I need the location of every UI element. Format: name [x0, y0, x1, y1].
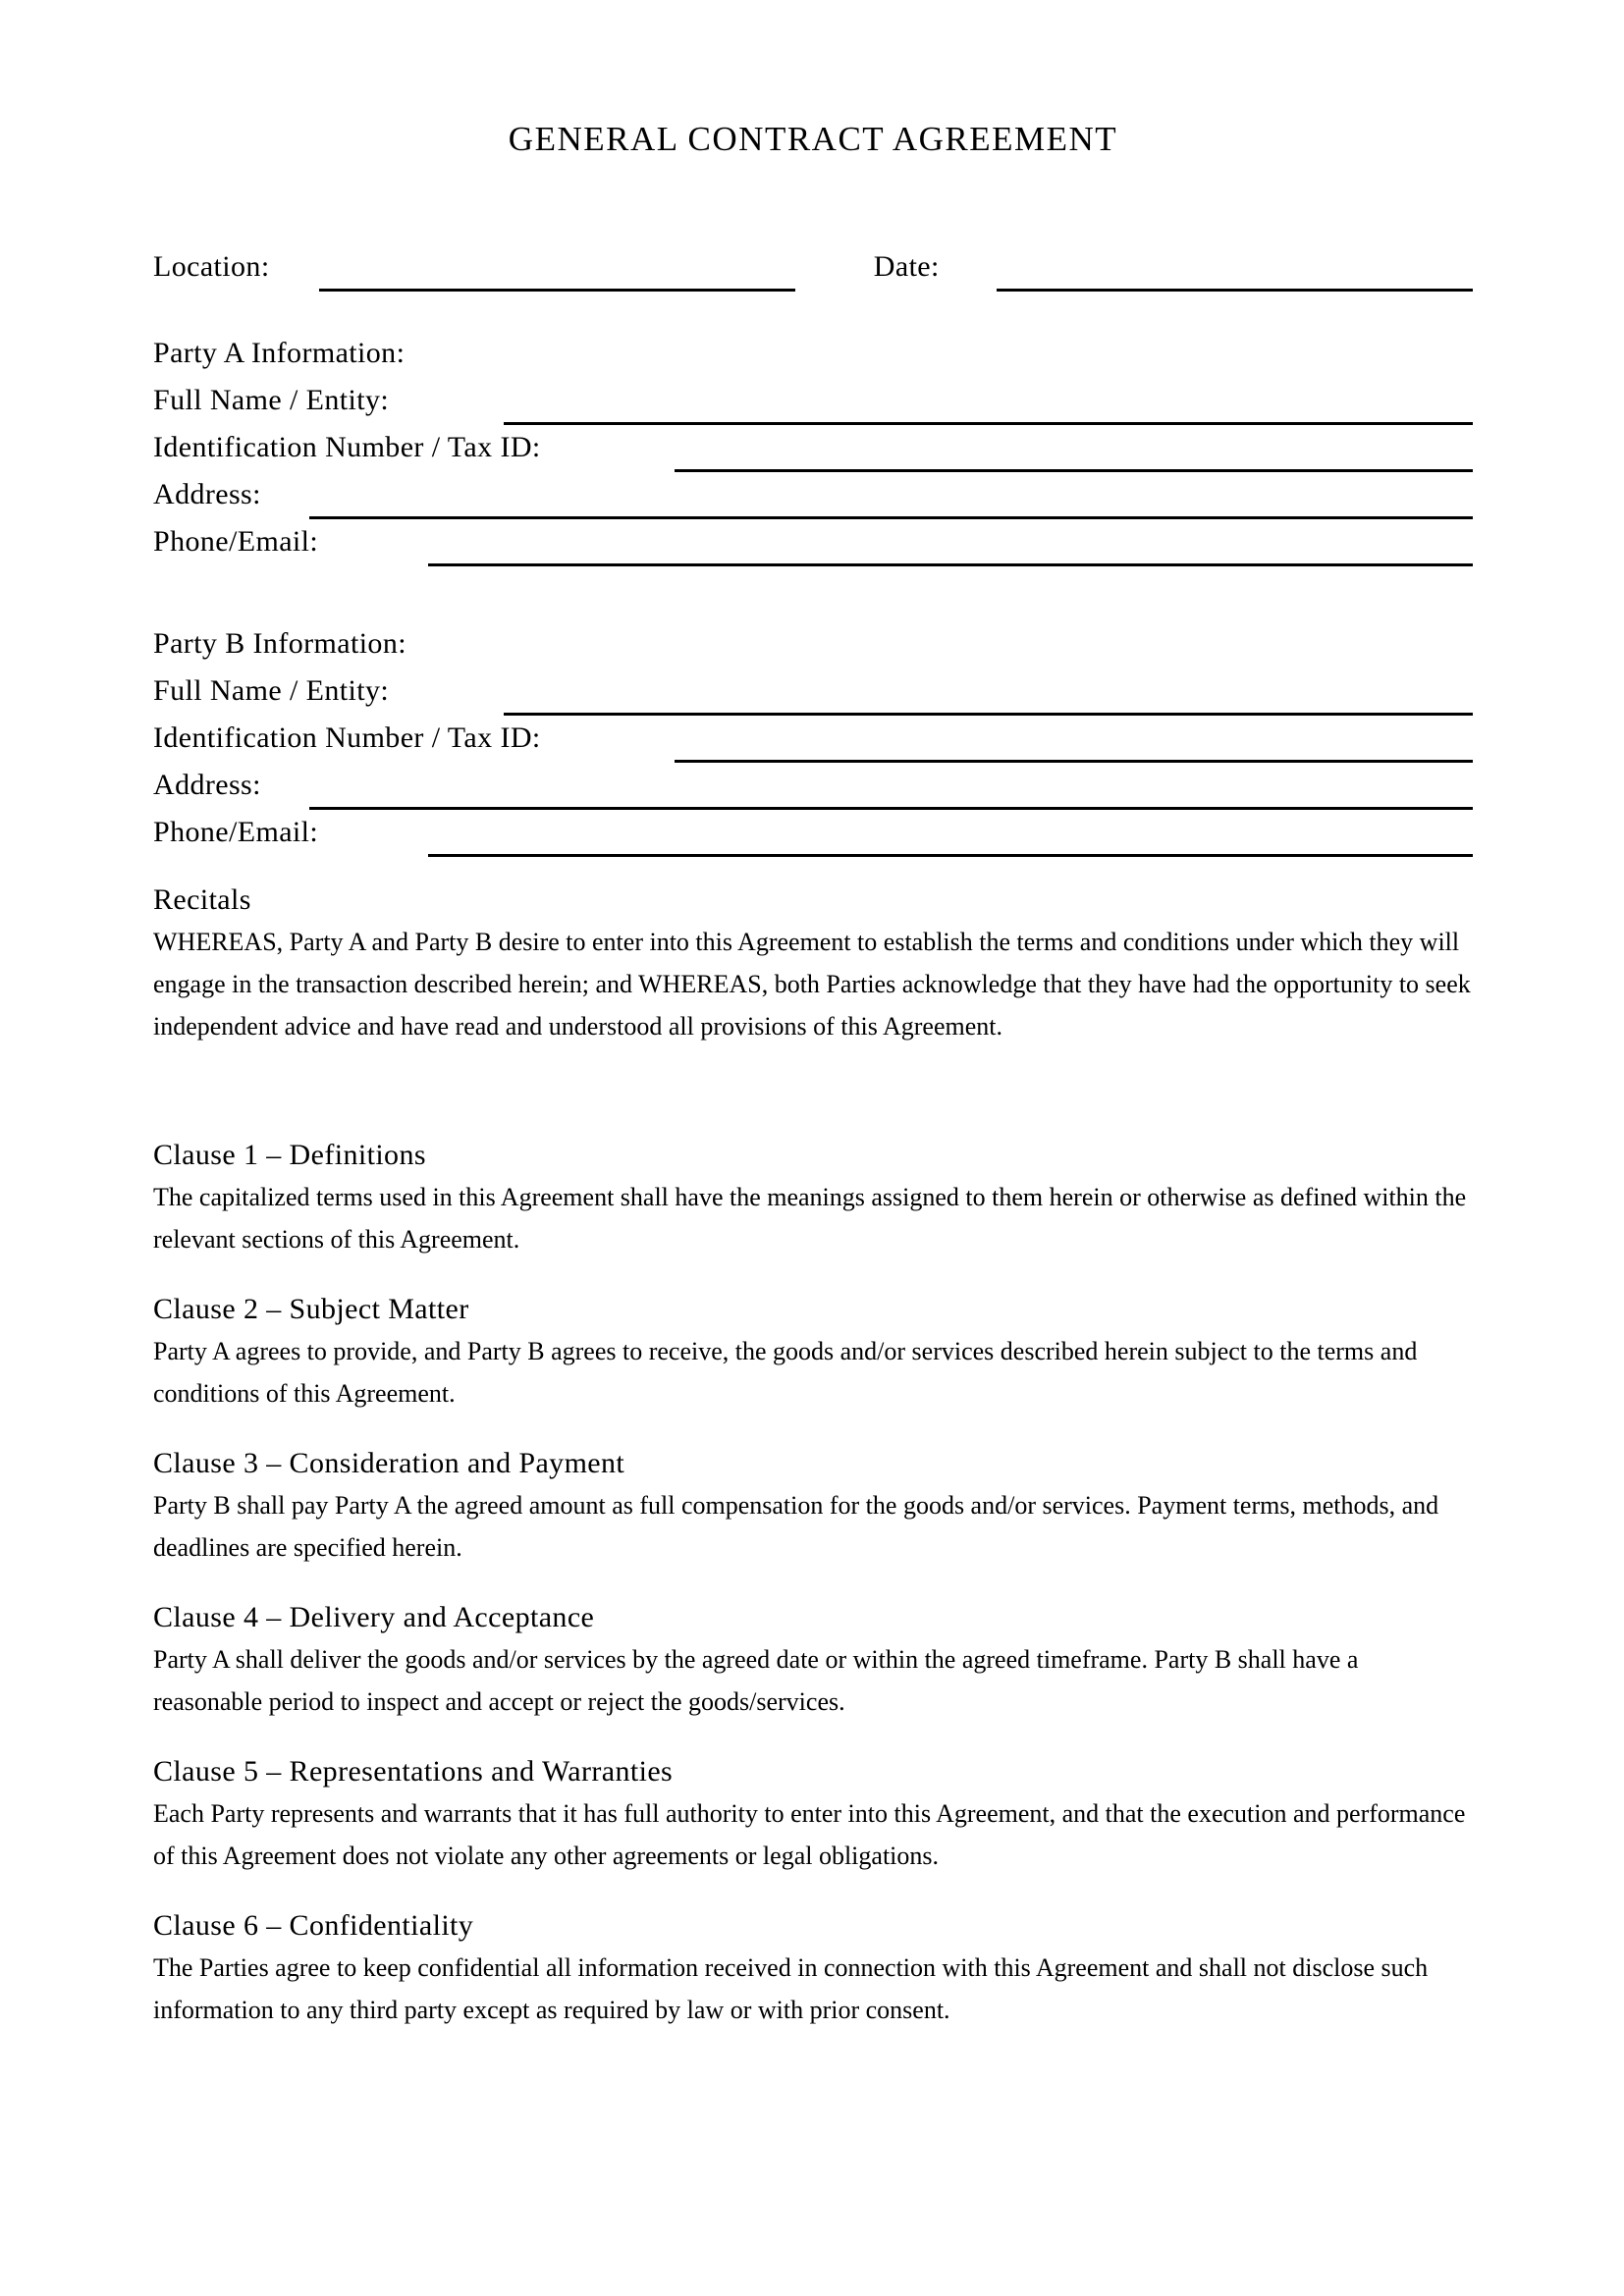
party-b-phone-email-label: Phone/Email:	[153, 816, 319, 848]
party-a-phone-email-fill-line[interactable]	[428, 563, 1473, 566]
party-a-full-name-fill-line[interactable]	[504, 422, 1473, 425]
recitals-section	[153, 879, 1473, 1047]
party-a-heading-row	[153, 331, 1473, 378]
party-a-tax-id-fill-line[interactable]	[675, 469, 1473, 472]
party-a-address-fill-line[interactable]	[309, 516, 1473, 519]
party-a-phone-email-label: Phone/Email:	[153, 525, 319, 558]
party-b-heading: Party B Information:	[153, 627, 406, 660]
location-date-row	[153, 244, 1473, 292]
party-b-tax-id-label: Identification Number / Tax ID:	[153, 721, 541, 754]
date-fill-line[interactable]	[997, 289, 1473, 292]
party-a-tax-id-row	[153, 425, 1473, 472]
party-a-address-label: Address:	[153, 478, 261, 510]
party-b-phone-email-row	[153, 810, 1473, 857]
party-a-address-row	[153, 472, 1473, 519]
clause-3-heading: Clause 3 – Consideration and Payment	[153, 1447, 625, 1479]
party-a-heading: Party A Information:	[153, 337, 406, 369]
clauses-container	[153, 1134, 1473, 2031]
document-content	[153, 118, 1473, 2031]
party-b-phone-email-fill-line[interactable]	[428, 854, 1473, 857]
clause-1-heading: Clause 1 – Definitions	[153, 1139, 426, 1171]
clause-1-body: The capitalized terms used in this Agreement shall have the meanings assigned to them herein or otherwise as defined within the relevant sections of this Agreement.	[153, 1183, 1467, 1254]
clause-3-body: Party B shall pay Party A the agreed amount as full compensation for the goods and/or services. Payment terms, methods, and deadlines are specified herein.	[153, 1491, 1439, 1562]
party-b-address-label: Address:	[153, 769, 261, 801]
clause-1-section	[153, 1134, 1473, 1260]
party-a-section	[153, 331, 1473, 566]
clause-5-section	[153, 1750, 1473, 1877]
party-b-heading-row	[153, 621, 1473, 668]
clause-2-section	[153, 1288, 1473, 1415]
party-b-full-name-fill-line[interactable]	[504, 713, 1473, 716]
clause-3-section	[153, 1442, 1473, 1569]
party-b-section	[153, 621, 1473, 857]
party-a-full-name-label: Full Name / Entity:	[153, 384, 390, 416]
clause-2-heading: Clause 2 – Subject Matter	[153, 1293, 469, 1325]
clause-6-body: The Parties agree to keep confidential all information received in connection with this Agreement and shall not disclose such information to any third party except as required by law or with prior consent.	[153, 1953, 1429, 2024]
party-a-tax-id-label: Identification Number / Tax ID:	[153, 431, 541, 463]
clause-5-heading: Clause 5 – Representations and Warranties	[153, 1755, 674, 1788]
party-a-full-name-row	[153, 378, 1473, 425]
clause-4-body: Party A shall deliver the goods and/or services by the agreed date or within the agreed timeframe. Party B shall have a reasonable period to inspect and accept or reject the goods/services.	[153, 1645, 1359, 1716]
clause-6-heading: Clause 6 – Confidentiality	[153, 1909, 474, 1942]
location-fill-line[interactable]	[319, 289, 795, 292]
clause-4-heading: Clause 4 – Delivery and Acceptance	[153, 1601, 595, 1633]
party-b-tax-id-fill-line[interactable]	[675, 760, 1473, 763]
clause-2-body: Party A agrees to provide, and Party B agrees to receive, the goods and/or services described herein subject to the terms and conditions of this Agreement.	[153, 1337, 1418, 1408]
location-label: Location:	[153, 250, 270, 283]
party-b-full-name-label: Full Name / Entity:	[153, 674, 390, 707]
recitals-heading: Recitals	[153, 883, 251, 916]
document-title: GENERAL CONTRACT AGREEMENT	[508, 120, 1118, 158]
date-label: Date:	[873, 250, 940, 283]
party-b-address-row	[153, 763, 1473, 810]
party-b-tax-id-row	[153, 716, 1473, 763]
clause-6-section	[153, 1904, 1473, 2031]
party-b-address-fill-line[interactable]	[309, 807, 1473, 810]
party-a-phone-email-row	[153, 519, 1473, 566]
party-b-full-name-row	[153, 668, 1473, 716]
clause-5-body: Each Party represents and warrants that it has full authority to enter into this Agreement, and that the execution and performance of this Agreement does not violate any other agreements or legal obligations.	[153, 1799, 1466, 1870]
recitals-body: WHEREAS, Party A and Party B desire to enter into this Agreement to establish the terms and conditions under which they will engage in the transaction described herein; and WHEREAS, both Parties acknowledge that they have had the opportunity to seek independent advice and have read and understood all provisions of this Agreement.	[153, 928, 1471, 1041]
clause-4-section	[153, 1596, 1473, 1723]
